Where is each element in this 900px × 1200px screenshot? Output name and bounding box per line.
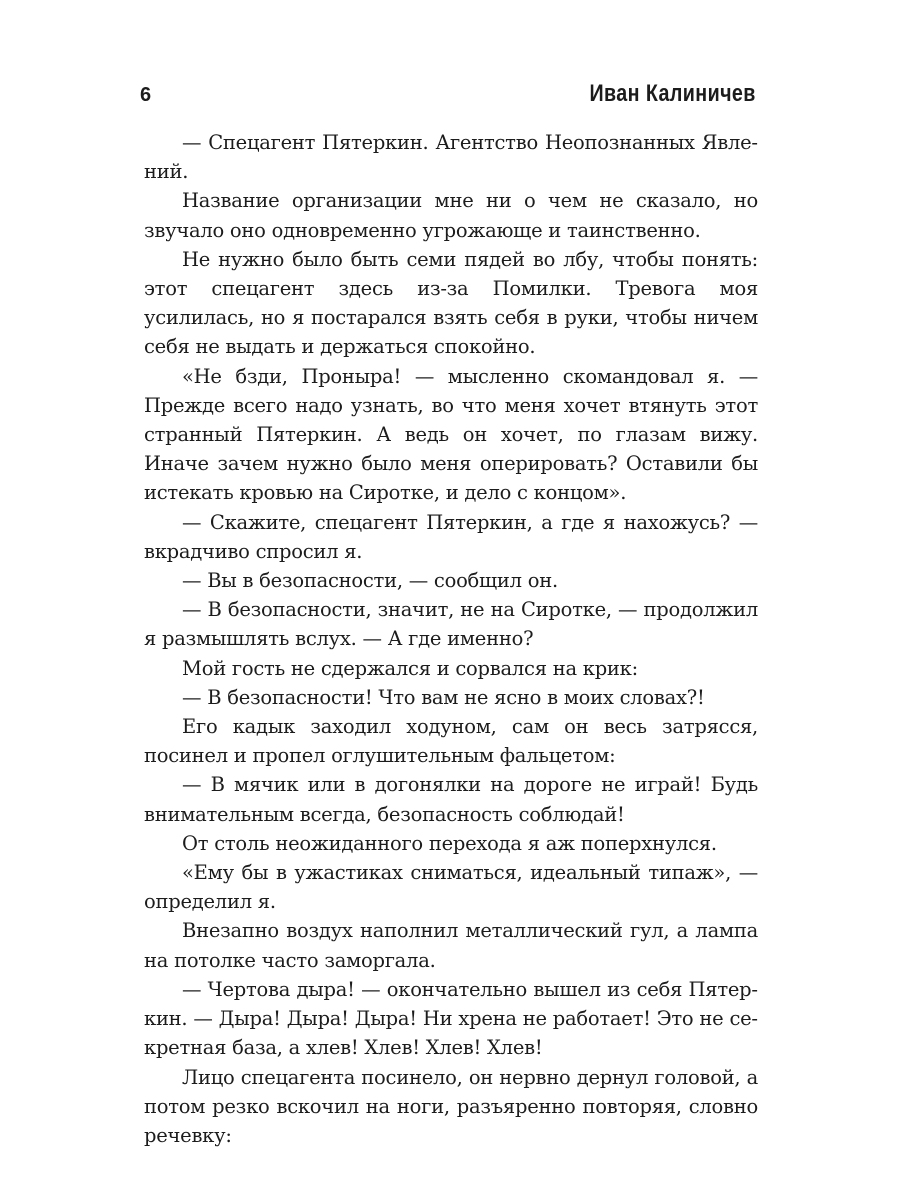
paragraph: — В мячик или в догонялки на дороге не играй! Будь внимательным всегда, безопасность соблюдай! — [144, 773, 758, 826]
paragraph: Название организации мне ни о чем не сказало, но звучало оно одновременно угрожающе и таинственно. — [144, 189, 758, 242]
paragraph: — Спецагент Пятеркин. Агентство Неопознанных Явлений. — [144, 131, 758, 184]
paragraph: Не нужно было быть семи пядей во лбу, чтобы понять: этот спецагент здесь из-за Помилки. Тревога моя усилилась, но я постарался взять себя в руки, чтобы ничем себя не выдать и держаться спокойно. — [144, 247, 758, 359]
page-number: 6 — [140, 84, 152, 106]
running-head-author: Иван Калиничев — [589, 80, 756, 107]
paragraph: Мой гость не сдержался и сорвался на крик: — [182, 656, 638, 680]
paragraph: — Вы в безопасности, — сообщил он. — [182, 569, 558, 593]
paragraph: Внезапно воздух наполнил металлический гул, а лампа на потолке часто заморгала. — [144, 919, 758, 972]
paragraph: От столь неожиданного перехода я аж поперхнулся. — [182, 831, 717, 855]
paragraph: — Скажите, спецагент Пятеркин, а где я нахожусь? — вкрадчиво спросил я. — [144, 510, 758, 563]
paragraph: Лицо спецагента посинело, он нервно дернул головой, а потом резко вскочил на ноги, разъяренно повторяя, словно речевку: — [144, 1065, 758, 1147]
paragraph: «Не бзди, Проныра! — мысленно скомандовал я. — Прежде всего надо узнать, во что меня хочет втянуть этот странный Пятеркин. А ведь он хочет, по глазам вижу. Иначе зачем нужно было меня оперировать? Оставили бы истекать кровью на Сиротке, и дело с концом». — [144, 364, 758, 505]
paragraph: — В безопасности, значит, не на Сиротке, — продолжил я размышлять вслух. — А где именно? — [144, 598, 758, 651]
paragraph: «Ему бы в ужастиках сниматься, идеальный типаж», — определил я. — [144, 861, 758, 914]
paragraph: — В безопасности! Что вам не ясно в моих словах?! — [182, 685, 705, 709]
paragraph: — Чертова дыра! — окончательно вышел из себя Пятеркин. — Дыра! Дыра! Дыра! Ни хрена не работает! Это не секретная база, а хлев! Хлев! Хлев! Хлев! — [144, 977, 758, 1060]
body-text — [144, 128, 758, 1150]
paragraph: Его кадык заходил ходуном, сам он весь затрясся, посинел и пропел оглушительным фальцетом: — [144, 715, 758, 768]
